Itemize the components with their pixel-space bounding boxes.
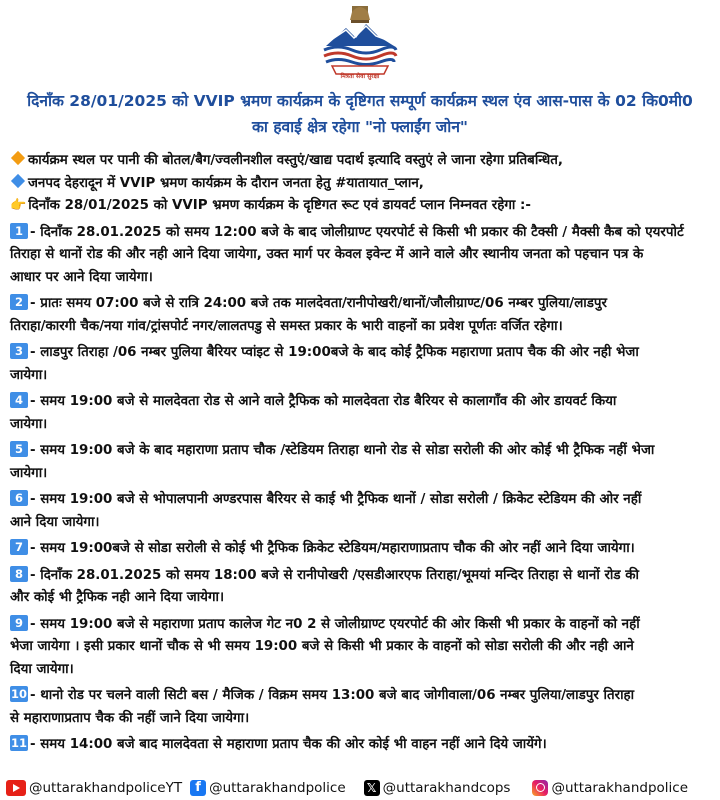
- number-badge: 11: [11, 736, 28, 750]
- x-icon: 𝕏: [364, 780, 380, 796]
- headline-line-2: का हवाई क्षेत्र रहेगा "नो फ्लाईंग जोन": [252, 118, 468, 136]
- social-handle: @uttarakhandcops: [382, 779, 511, 796]
- list-item: 5 - समय 19:00 बजे के बाद महाराणा प्रताप चौक /स्टेडियम तिराहा थानो रोड से सोडा सरोली की ओर कोई भी ट्रैफिक नहीं भेजा जायेगा।: [10, 442, 655, 481]
- number-badge: 3: [10, 343, 28, 359]
- headline-line-1: दिनाँक 28/01/2025 को VVIP भ्रमण कार्यक्रम के दृष्टिगत सम्पूर्ण कार्यक्रम स्थल एंव आस-पास के 02 कि0मी0: [27, 92, 693, 110]
- logo-motto: मित्रता सेवा सुरक्षा: [340, 73, 380, 80]
- number-badge: 7: [10, 539, 28, 555]
- list-item: 9 - समय 19:00 बजे से महाराणा प्रताप कालेज गेट न0 2 से जोलीग्राण्ट एयरपोर्ट की ओर किसी भी प्रकार के वाहनों को नहीं भेजा जायेगा । इसी प्रकार थानों चौक से भी समय 19:00 बजे से किसी भी प्रकार के वाहनों को सोडा सरोली की और नही आने दिया जायेगा।: [10, 615, 640, 677]
- list-item: 8 - दिनाँक 28.01.2025 को समय 18:00 बजे से रानीपोखरी /एसडीआरएफ तिराहा/भूमयां मन्दिर तिराहा से थानों रोड की और कोई भी ट्रैफिक नही आने दिया जायेगा।: [10, 566, 639, 605]
- social-handle: @uttarakhandpoliceYT: [29, 779, 183, 796]
- youtube-icon: [6, 780, 26, 796]
- list-item: 1 - दिनाँक 28.01.2025 को समय 12:00 बजे के बाद जोलीग्राण्ट एयरपोर्ट से किसी भी प्रकार की टैक्सी / मैक्सी कैब को एयरपोर्ट तिराहा से थानों रोड की और नही आने दिया जायेगा, उक्त मार्ग पर केवल इवेन्ट में आने वाले और स्थानीय जनता को पहचान पत्र के आधार पर आने दिया जायेगा।: [10, 223, 684, 285]
- list-item: 6 - समय 19:00 बजे से भोपालपानी अण्डरपास बैरियर से काई भी ट्रैफिक थानों / सोडा सरोली / क्रिकेट स्टेडियम की ओर नहीं आने दिया जायेगा।: [10, 491, 642, 530]
- blue-diamond-icon: [11, 173, 25, 187]
- note-traffic-plan: जनपद देहरादून में VVIP भ्रमण कार्यक्रम के दौरान जनता हेतु #यातायात_प्लान,: [10, 173, 712, 196]
- social-footer: [0, 775, 720, 800]
- number-badge: 2: [10, 294, 28, 310]
- social-handle: @uttarakhandpolice: [551, 779, 689, 796]
- list-item: 4 - समय 19:00 बजे से मालदेवता रोड से आने वाले ट्रैफिक को मालदेवता रोड बैरियर से कालागाँव की ओर डायवर्ट किया जायेगा।: [10, 393, 617, 432]
- number-badge: 5: [10, 441, 28, 457]
- instagram-icon: [532, 780, 548, 796]
- orange-diamond-icon: [11, 151, 25, 165]
- number-badge: 10: [11, 687, 28, 701]
- uttarakhand-police-logo: [318, 2, 402, 82]
- headline: [8, 88, 712, 140]
- number-badge: 4: [10, 392, 28, 408]
- list-item: 3 - लाडपुर तिराहा /06 नम्बर पुलिया बैरियर प्वांइट से 19:00बजे के बाद कोई ट्रैफिक महाराणा प्रताप चैक की ओर नही भेजा जायेगा।: [10, 344, 639, 383]
- note-prohibited-items: कार्यक्रम स्थल पर पानी की बोतल/बैग/ज्वलीनशील वस्तुएं/खाद्य पदार्थ इत्यादि वस्तुएं ले जाना रहेगा प्रतिबन्धित,: [10, 150, 712, 173]
- social-facebook[interactable]: [190, 780, 346, 796]
- number-badge: 9: [10, 615, 28, 631]
- social-instagram[interactable]: [532, 780, 688, 796]
- social-handle: @uttarakhandpolice: [209, 779, 346, 796]
- pointing-hand-icon: 👉: [10, 198, 27, 213]
- social-x[interactable]: [364, 780, 511, 796]
- list-item: 7 - समय 19:00बजे से सोडा सरोली से कोई भी ट्रैफिक क्रिकेट स्टेडियम/महाराणाप्रताप चौक की ओर नहीं आने दिया जायेगा।: [10, 538, 712, 561]
- number-badge: 6: [10, 490, 28, 506]
- facebook-icon: f: [190, 780, 206, 796]
- social-youtube[interactable]: [6, 780, 182, 796]
- list-item: 2 - प्रातः समय 07:00 बजे से रात्रि 24:00 बजे तक मालदेवता/रानीपोखरी/थानों/जौलीग्राण्ट/06 नम्बर पुलिया/लाडपुर तिराहा/कारगी चैक/नया गांव/ट्रांसपोर्ट नगर/लालतपडु से समस्त प्रकार के भारी वाहनों का प्रवेश पूर्णतः वर्जित रहेगा।: [10, 295, 607, 334]
- list-item: 11 - समय 14:00 बजे बाद मालदेवता से महाराणा प्रताप चैक की ओर कोई भी वाहन नहीं आने दिये जायेंगे।: [11, 736, 547, 752]
- note-route-plan: 👉 दिनाँक 28/01/2025 को VVIP भ्रमण कार्यक्रम के दृष्टिगत रूट एवं डायवर्ट प्लान निम्नवत रहेगा :-: [10, 195, 712, 218]
- number-badge: 8: [10, 566, 28, 582]
- content: [10, 150, 712, 757]
- number-badge: 1: [10, 223, 28, 239]
- list-item: 10 - थानो रोड पर चलने वाली सिटी बस / मैजिक / विक्रम समय 13:00 बजे बाद जोगीवाला/06 नम्बर पुलिया/लाडपुर तिराहा से महाराणाप्रताप चैक की नहीं जाने दिया जायेगा।: [10, 687, 635, 726]
